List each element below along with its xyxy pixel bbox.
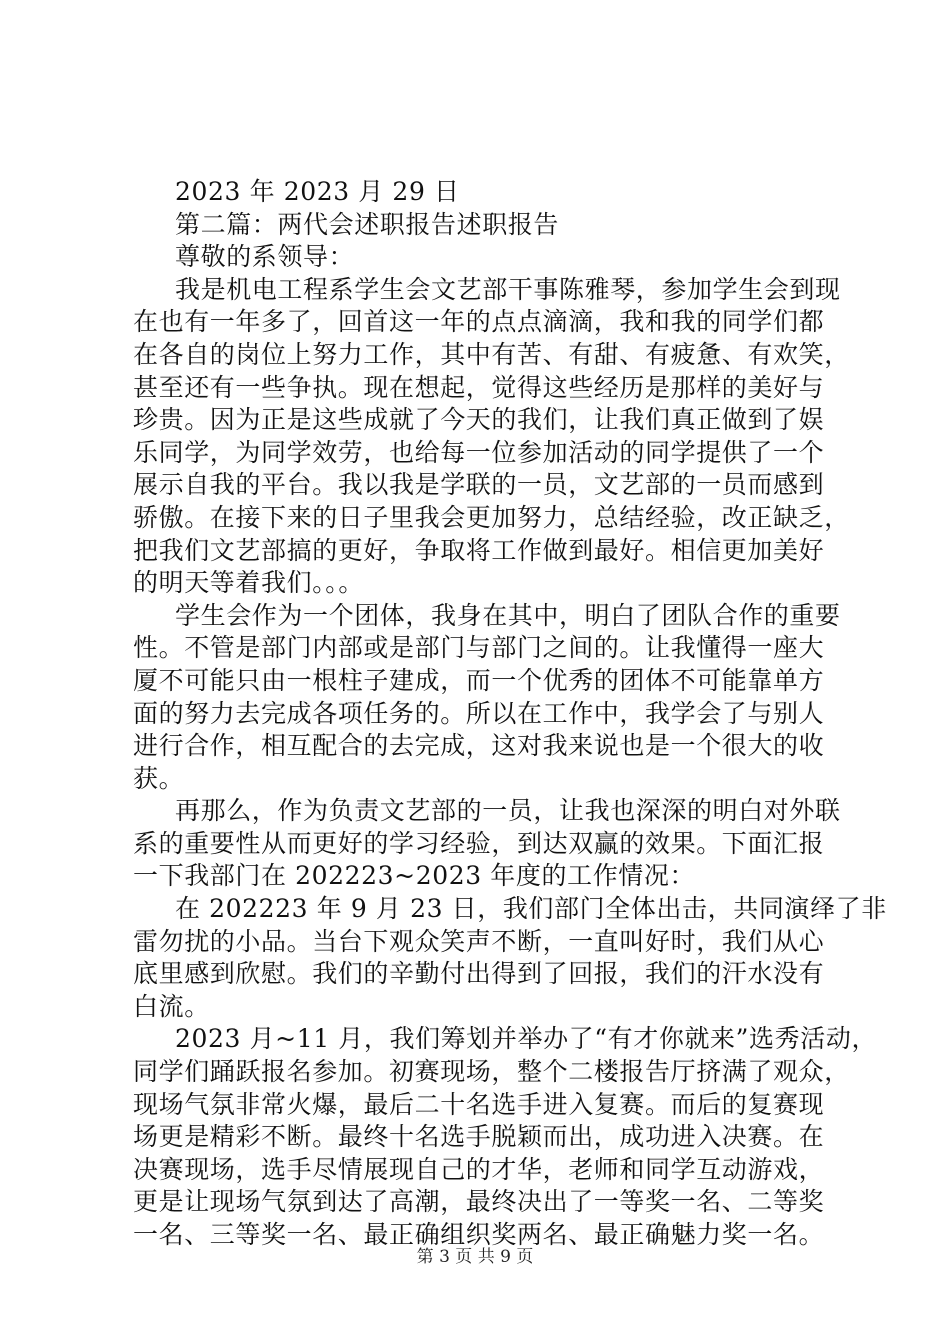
- text-line: 雷勿扰的小品。当台下观众笑声不断，一直叫好时，我们从心: [133, 926, 825, 956]
- text-line: 甚至还有一些争执。现在想起，觉得这些经历是那样的美好与: [133, 372, 825, 402]
- page-number-footer: 第 3 页 共 9 页: [416, 1247, 534, 1267]
- text-line: 学生会作为一个团体，我身在其中，明白了团队合作的重要: [175, 600, 841, 630]
- text-line: 在各自的岗位上努力工作，其中有苦、有甜、有疲惫、有欢笑，: [133, 339, 850, 369]
- text-line: 系的重要性从而更好的学习经验，到达双赢的效果。下面汇报: [133, 828, 825, 858]
- text-line: 更是让现场气氛到达了高潮，最终决出了一等奖一名、二等奖: [133, 1187, 825, 1217]
- section-title: 第二篇：两代会述职报告述职报告: [175, 209, 560, 239]
- text-line: 白流。: [133, 991, 210, 1021]
- text-line: 珍贵。因为正是这些成就了今天的我们，让我们真正做到了娱: [133, 405, 825, 435]
- text-line: 展示自我的平台。我以我是学联的一员，文艺部的一员而感到: [133, 470, 825, 500]
- text-line: 把我们文艺部搞的更好，争取将工作做到最好。相信更加美好: [133, 535, 825, 565]
- text-line: 现场气氛非常火爆，最后二十名选手进入复赛。而后的复赛现: [133, 1089, 825, 1119]
- text-line: 在也有一年多了，回首这一年的点点滴滴，我和我的同学们都: [133, 307, 825, 337]
- text-line: 性。不管是部门内部或是部门与部门之间的。让我懂得一座大: [133, 633, 825, 663]
- text-line: 同学们踊跃报名参加。初赛现场，整个二楼报告厅挤满了观众，: [133, 1057, 850, 1087]
- text-line: 厦不可能只由一根柱子建成，而一个优秀的团体不可能靠单方: [133, 665, 825, 695]
- text-line: 一下我部门在 202223~2023 年度的工作情况：: [133, 861, 696, 891]
- text-line: 骄傲。在接下来的日子里我会更加努力，总结经验，改正缺乏，: [133, 502, 850, 532]
- text-line: 的明天等着我们。。。: [133, 568, 365, 598]
- text-line: 面的努力去完成各项任务的。所以在工作中，我学会了与别人: [133, 698, 825, 728]
- text-line: 进行合作，相互配合的去完成，这对我来说也是一个很大的收: [133, 731, 825, 761]
- text-line: 在 202223 年 9 月 23 日，我们部门全体出击，共同演绎了非: [175, 894, 887, 924]
- document-body: [133, 176, 887, 1252]
- text-line: 一名、三等奖一名、最正确组织奖两名、最正确魅力奖一名。: [133, 1220, 825, 1249]
- text-line: 场更是精彩不断。最终十名选手脱颖而出，成功进入决赛。在: [133, 1122, 825, 1152]
- text-line: 底里感到欣慰。我们的辛勤付出得到了回报，我们的汗水没有: [133, 959, 825, 989]
- text-line: 决赛现场，选手尽情展现自己的才华，老师和同学互动游戏，: [133, 1154, 825, 1184]
- text-line: 乐同学，为同学效劳，也给每一位参加活动的同学提供了一个: [133, 437, 825, 467]
- text-line: 2023 月~11 月，我们筹划并举办了“有才你就来”选秀活动，: [175, 1024, 878, 1054]
- text-line: 获。: [133, 763, 185, 793]
- text-line: 再那么，作为负责文艺部的一员，让我也深深的明白对外联: [175, 796, 841, 826]
- date-line: 2023 年 2023 月 29 日: [175, 177, 460, 206]
- text-line: 我是机电工程系学生会文艺部干事陈雅琴，参加学生会到现: [175, 274, 841, 304]
- salutation: 尊敬的系领导：: [175, 242, 355, 272]
